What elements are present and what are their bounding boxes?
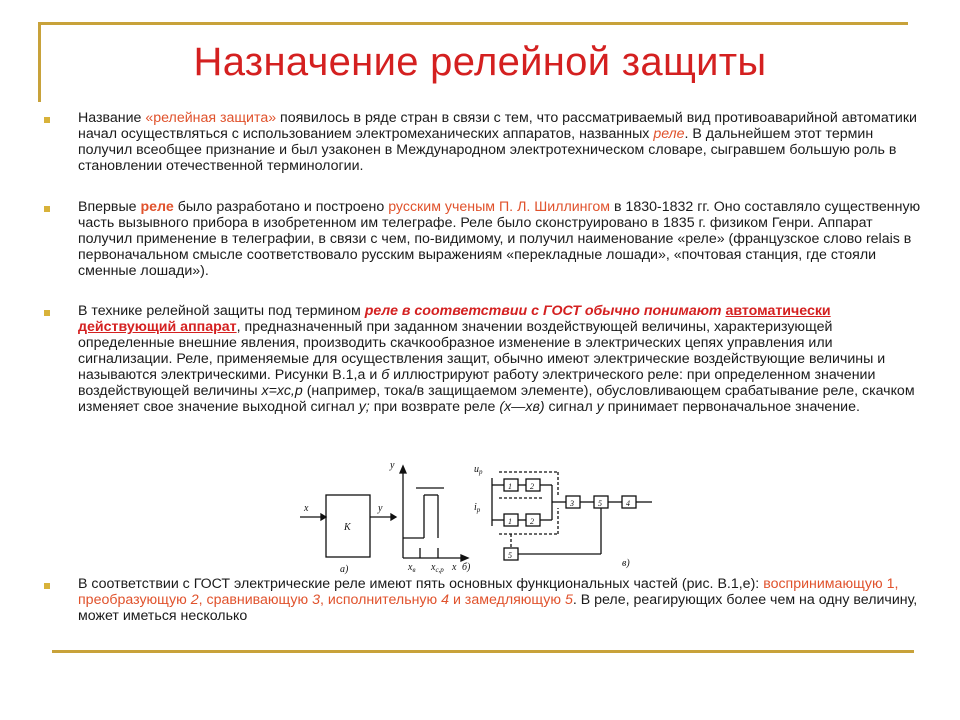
paragraph-1: Название «релейная защита» появилось в ряде стран в связи с тем, что рассматриваемый вид противоаварийной автоматики начал осуществляться с использованием электромеханических аппаратов, названных реле. В дальнейшем этот термин получил всеобщее признание и был узаконен в Международном электротехническом словаре, сыгравшем большую роль в становлении отечественной терминологии. xyxy=(78,110,917,174)
b-x-axis-arrow xyxy=(461,555,468,561)
c-i-label: $i_р$ xyxy=(474,502,481,514)
paragraph-4: В соответствии с ГОСТ электрические реле имеют пять основных функциональных частей (рис. В.1,е): воспринимающую 1, преобразующую 2, сравнивающую 3, исполнительную 4 и замедляющую 5. В реле, реагирующих более чем на одну величину, может иметься несколько xyxy=(78,576,918,624)
a-relay-label: K xyxy=(344,522,351,533)
c-block-1b-label: 1 xyxy=(508,517,512,526)
a-input-label: x xyxy=(304,503,309,514)
b-y-axis-arrow xyxy=(400,466,406,473)
b-xcp-label: $x_{с,р}$ xyxy=(431,562,444,574)
c-caption: в) xyxy=(622,558,630,569)
bottom-frame-line xyxy=(52,650,914,653)
bullet-4 xyxy=(44,583,50,589)
c-block-2-label: 2 xyxy=(530,482,534,491)
a-caption: а) xyxy=(340,564,349,575)
relay-diagram-figure xyxy=(296,458,668,578)
a-output-arrow xyxy=(391,514,396,520)
slide-title: Назначение релейной защиты xyxy=(193,40,767,84)
relay-diagram-svg xyxy=(296,458,668,578)
bullet-1 xyxy=(44,117,50,123)
c-block-5-label: 5 xyxy=(508,551,512,560)
bullet-2 xyxy=(44,206,50,212)
a-input-arrow xyxy=(321,514,326,520)
b-x-label: x xyxy=(452,562,457,573)
b-xv-label: $x_в$ xyxy=(408,562,416,574)
top-frame-line xyxy=(38,22,908,25)
c-block-2b-label: 2 xyxy=(530,517,534,526)
c-block-5a-label: 5 xyxy=(598,499,602,508)
a-output-label: y xyxy=(378,503,383,514)
paragraph-3: В технике релейной защиты под термином реле в соответствии с ГОСТ обычно понимают автоматически действующий аппарат, предназначенный при заданном значении воздействующей величины, характеризующей определенные внешние явления, производить скачкообразное изменение в электрических цепях управления или сигнализации. Реле, применяемые для осуществления защит, обычно имеют электрические воздействующие величины и называются электрическими. Рисунки В.1,а и б иллюстрируют работу электрического реле: при определенном значении воздействующей величины х=хс,р (например, тока/в защищаемом элементе), обусловливающем срабатывание реле, скачком изменяет свое значение выходной сигнал у; при возврате реле (х—хв) сигнал у принимает первоначальное значение. xyxy=(78,303,915,415)
b-caption: б) xyxy=(462,562,471,573)
b-y-label: y xyxy=(390,460,395,471)
c-block-3-label: 3 xyxy=(570,499,574,508)
bullet-3 xyxy=(44,310,50,316)
c-block-4-label: 4 xyxy=(626,499,630,508)
c-u-label: $u_р$ xyxy=(474,464,483,476)
paragraph-2: Впервые реле было разработано и построено русским ученым П. Л. Шиллингом в 1830-1832 гг. Оно составляло существенную часть вызывного прибора в изобретенном им телеграфе. Реле было сконструировано в 1835 г. физиком Генри. Аппарат получил применение в телеграфии, в связи с чем, по-видимому, и получил наименование «реле» (французское слово relais в первоначальном смысле соответствовало русским выражениям «перекладные лошади», «почтовая станция, где стояли сменные лошади»). xyxy=(78,199,921,279)
c-block-1-label: 1 xyxy=(508,482,512,491)
